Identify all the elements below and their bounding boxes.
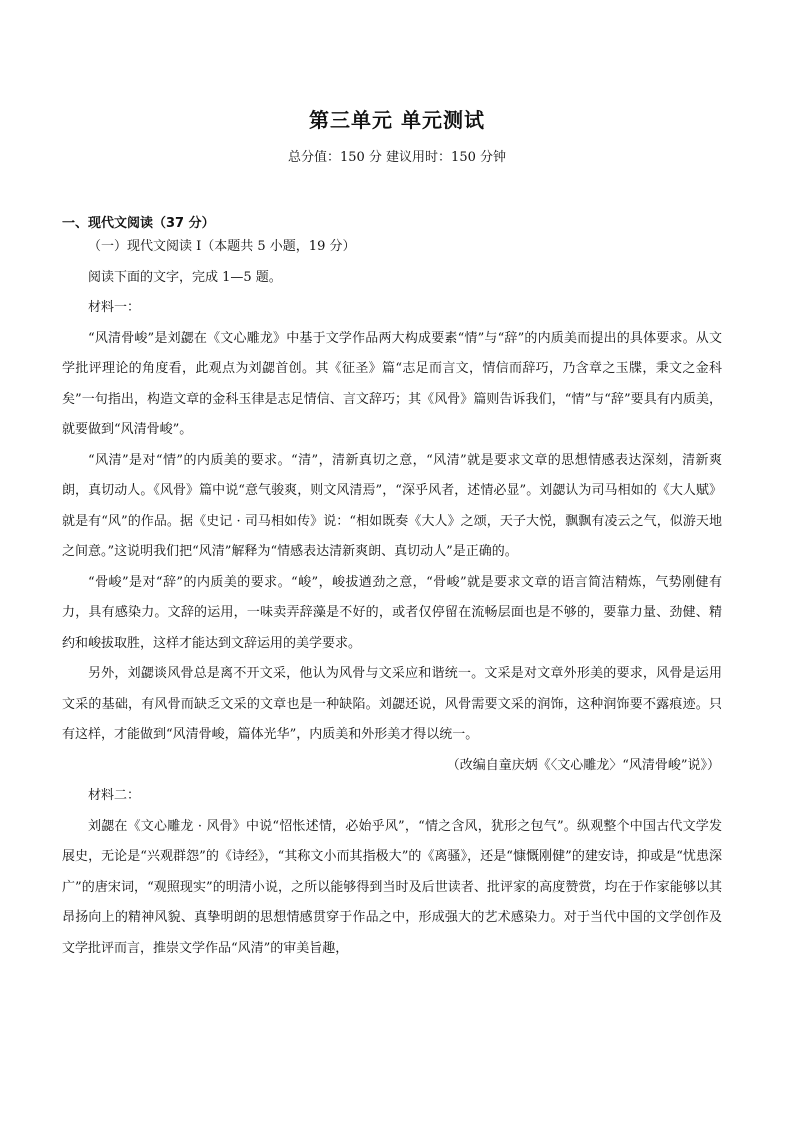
- section-heading: 一、现代文阅读（37 分）: [62, 216, 215, 231]
- document-page: [62, 0, 732, 1123]
- instruction: 阅读下面的文字，完成 1—5 题。: [88, 269, 282, 285]
- material-1-paragraph-1: “风清骨峻”是刘勰在《文心雕龙》中基于文学作品两大构成要素“情”与“辞”的内质美而提出的具体要求。从文学批评理论的角度看，此观点为刘勰首创。其《征圣》篇“志足而言文，情信而辞巧，乃含章之玉牒，秉文之金科矣”一句指出，构造文章的金科玉律是志足情信、言文辞巧；其《风骨》篇则告诉我们，“情”与“辞”要具有内质美，就要做到“风清骨峻”。: [62, 330, 722, 437]
- material-1-source: （改编自童庆炳《〈文心雕龙〉“风清骨峻”说》）: [446, 757, 720, 773]
- reading-passage: [62, 232, 722, 964]
- exam-meta: 总分值：150 分 建议用时：150 分钟: [287, 150, 507, 165]
- material-1-paragraph-4: 另外，刘勰谈风骨总是离不开文采，他认为风骨与文采应和谐统一。文采是对文章外形美的要求，风骨是运用文采的基础，有风骨而缺乏文采的文章也是一种缺陷。刘勰还说，风骨需要文采的润饰，这种润饰要不露痕迹。只有这样，才能做到“风清骨峻，篇体光华”，内质美和外形美才得以统一。: [62, 666, 722, 742]
- material-2-paragraph-1: 刘勰在《文心雕龙 · 风骨》中说“怊怅述情，必始乎风”，“情之含风，犹形之包气”。纵观整个中国古代文学发展史，无论是“兴观群怨”的《诗经》，“其称文小而其指极大”的《离骚》，还是“慷慨刚健”的建安诗，抑或是“忧患深广”的唐宋词，“观照现实”的明清小说，之所以能够得到当时及后世读者、批评家的高度赞赏，均在于作家能够以其昂扬向上的精神风貌、真挚明朗的思想情感贯穿于作品之中，形成强大的艺术感染力。对于当代中国的文学创作及文学批评而言，推崇文学作品“风清”的审美旨趣，: [62, 818, 722, 956]
- material-1-paragraph-2: “风清”是对“情”的内质美的要求。“清”，清新真切之意，“风清”就是要求文章的思想情感表达深刻，清新爽朗，真切动人。《风骨》篇中说“意气骏爽，则文风清焉”，“深乎风者，述情必显”。刘勰认为司马相如的《大人赋》就是有“风”的作品。据《史记 · 司马相如传》说：“相如既奏《大人》之颂，天子大悦，飘飘有凌云之气，似游天地之间意。”这说明我们把“风清”解释为“情感表达清新爽朗、真切动人”是正确的。: [62, 452, 722, 559]
- material-1-label: 材料一：: [88, 300, 141, 315]
- page-title: 第三单元 单元测试: [309, 108, 485, 132]
- material-2-label: 材料二：: [88, 788, 141, 803]
- sub-section-heading: （一）现代文阅读 I（本题共 5 小题，19 分）: [88, 239, 356, 254]
- material-1-paragraph-3: “骨峻”是对“辞”的内质美的要求。“峻”，峻拔遒劲之意，“骨峻”就是要求文章的语言简洁精炼，气势刚健有力，具有感染力。文辞的运用，一味卖弄辞藻是不好的，或者仅停留在流畅层面也是不够的，要靠力量、劲健、精约和峻拔取胜，这样才能达到文辞运用的美学要求。: [62, 574, 722, 651]
